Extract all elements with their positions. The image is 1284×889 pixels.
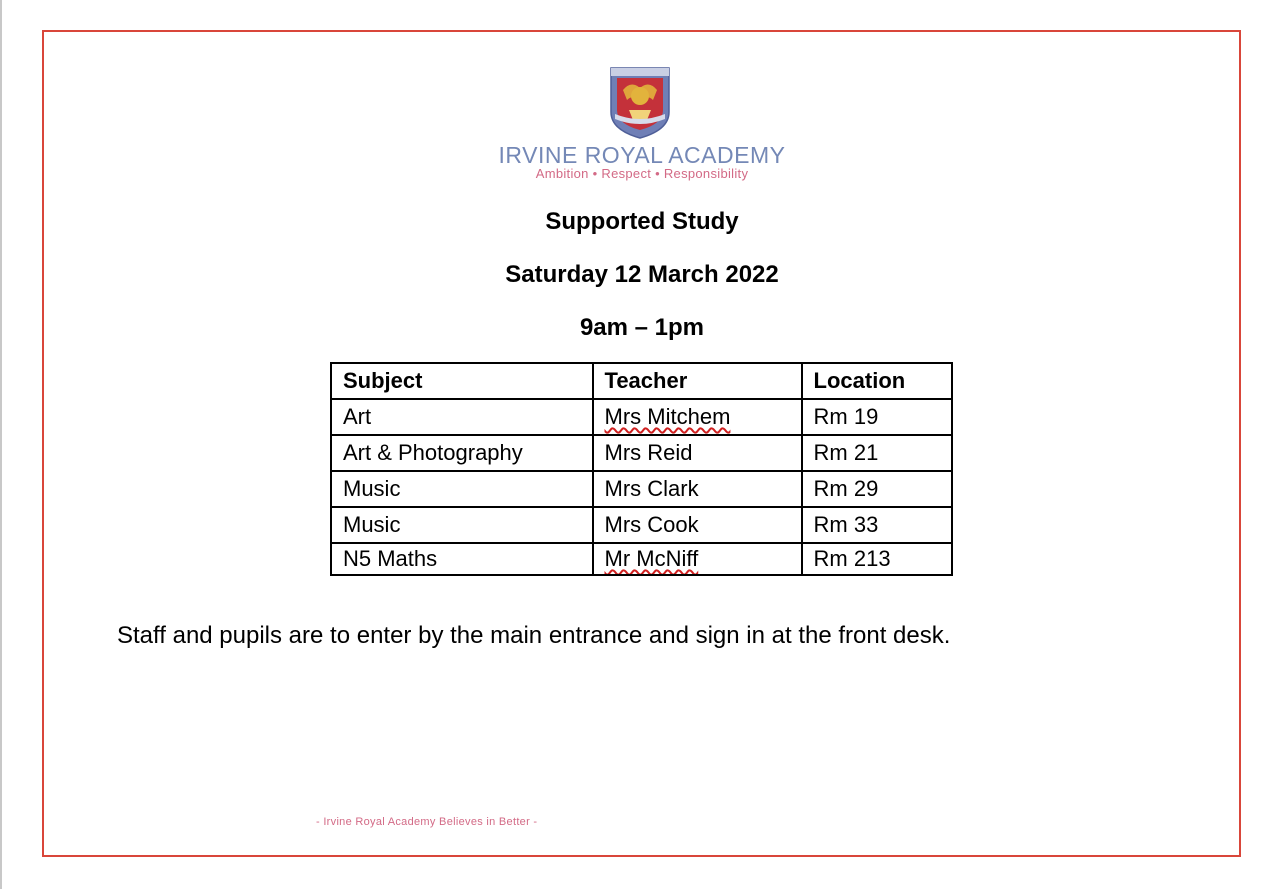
cell-location: Rm 213: [802, 543, 952, 575]
table-row: [331, 399, 952, 435]
entry-notice: Staff and pupils are to enter by the main entrance and sign in at the front desk.: [117, 622, 951, 649]
teacher-name: Mrs Mitchem: [604, 404, 731, 429]
cell-subject: Music: [331, 507, 593, 543]
cell-teacher: [593, 543, 802, 575]
table-header-row: [331, 363, 952, 399]
cell-teacher: Mrs Clark: [593, 471, 802, 507]
cell-subject: N5 Maths: [331, 543, 593, 575]
school-crest-icon: [609, 66, 671, 140]
event-date: Saturday 12 March 2022: [505, 261, 779, 288]
table-row: [331, 543, 952, 575]
cell-subject: Art: [331, 399, 593, 435]
cell-teacher: [593, 399, 802, 435]
event-time: 9am – 1pm: [579, 314, 705, 341]
cell-subject: Music: [331, 471, 593, 507]
table-row: [331, 471, 952, 507]
table-row: [331, 507, 952, 543]
window-left-edge: [0, 0, 2, 889]
cell-location: Rm 21: [802, 435, 952, 471]
cell-teacher: Mrs Reid: [593, 435, 802, 471]
header-location: Location: [802, 363, 952, 399]
cell-teacher: Mrs Cook: [593, 507, 802, 543]
cell-location: Rm 29: [802, 471, 952, 507]
header-teacher: Teacher: [593, 363, 802, 399]
footer-slogan: - Irvine Royal Academy Believes in Better -: [316, 816, 538, 828]
cell-subject: Art & Photography: [331, 435, 593, 471]
teacher-name: Mr McNiff: [604, 546, 699, 571]
schedule-table: [330, 362, 953, 576]
cell-location: Rm 19: [802, 399, 952, 435]
header-subject: Subject: [331, 363, 593, 399]
school-name: IRVINE ROYAL ACADEMY: [498, 142, 786, 168]
event-title: Supported Study: [545, 208, 739, 235]
cell-location: Rm 33: [802, 507, 952, 543]
table-row: [331, 435, 952, 471]
school-motto: Ambition • Respect • Responsibility: [535, 166, 749, 181]
